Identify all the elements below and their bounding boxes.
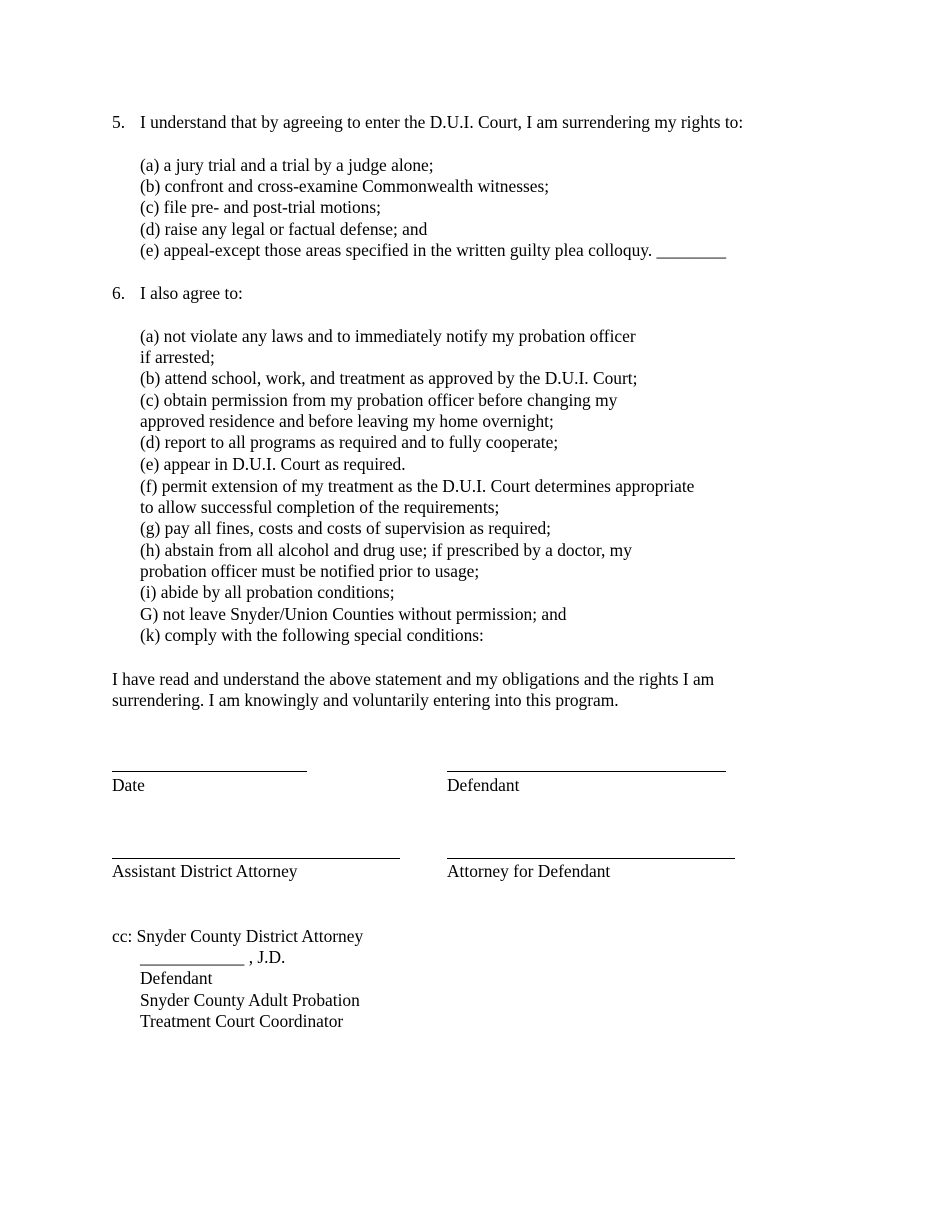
- section-5-item-b: (b) confront and cross-examine Commonwealth witnesses;: [140, 176, 550, 196]
- section-6-line: (f) permit extension of my treatment as the D.U.I. Court determines appropriate: [140, 476, 695, 496]
- attorney-signature-line[interactable]: [447, 858, 735, 859]
- cc-district-attorney: cc: Snyder County District Attorney: [112, 926, 364, 946]
- section-6-line: (a) not violate any laws and to immediately notify my probation officer: [140, 326, 636, 346]
- cc-adult-probation: Snyder County Adult Probation: [140, 990, 360, 1010]
- ada-signature-line[interactable]: [112, 858, 400, 859]
- section-6-line: G) not leave Snyder/Union Counties without permission; and: [140, 604, 567, 624]
- section-6-line: approved residence and before leaving my home overnight;: [140, 411, 554, 431]
- section-5-item-a: (a) a jury trial and a trial by a judge alone;: [140, 155, 434, 175]
- section-6-line: (b) attend school, work, and treatment as approved by the D.U.I. Court;: [140, 368, 638, 388]
- defendant-signature-line[interactable]: [447, 771, 726, 772]
- cc-defendant: Defendant: [140, 968, 213, 988]
- section-6-heading: I also agree to:: [140, 283, 243, 303]
- date-label: Date: [112, 775, 145, 795]
- section-6-line: to allow successful completion of the requirements;: [140, 497, 500, 517]
- section-5-heading: I understand that by agreeing to enter the D.U.I. Court, I am surrendering my rights to:: [140, 112, 744, 132]
- section-5-item-d: (d) raise any legal or factual defense; and: [140, 219, 428, 239]
- ada-label: Assistant District Attorney: [112, 861, 298, 881]
- section-5-number: 5.: [112, 112, 126, 132]
- section-5-item-c: (c) file pre- and post-trial motions;: [140, 197, 381, 217]
- section-5-item-e: (e) appeal-except those areas specified in the written guilty plea colloquy. ________: [140, 240, 727, 260]
- section-6-line: probation officer must be notified prior to usage;: [140, 561, 480, 581]
- date-signature-line[interactable]: [112, 771, 307, 772]
- section-6-line: (h) abstain from all alcohol and drug use; if prescribed by a doctor, my: [140, 540, 632, 560]
- statement-line: I have read and understand the above statement and my obligations and the rights I am: [112, 669, 715, 689]
- cc-judge: ____________ , J.D.: [140, 947, 286, 967]
- section-6-line: (d) report to all programs as required and to fully cooperate;: [140, 432, 559, 452]
- section-6-line: (g) pay all fines, costs and costs of supervision as required;: [140, 518, 551, 538]
- section-6-number: 6.: [112, 283, 126, 303]
- defendant-label: Defendant: [447, 775, 520, 795]
- section-6-line: (k) comply with the following special conditions:: [140, 625, 484, 645]
- statement-line: surrendering. I am knowingly and voluntarily entering into this program.: [112, 690, 619, 710]
- attorney-label: Attorney for Defendant: [447, 861, 611, 881]
- section-6-line: (i) abide by all probation conditions;: [140, 582, 395, 602]
- cc-treatment-court-coordinator: Treatment Court Coordinator: [140, 1011, 344, 1031]
- section-6-line: (c) obtain permission from my probation officer before changing my: [140, 390, 618, 410]
- section-6-line: if arrested;: [140, 347, 215, 367]
- section-6-line: (e) appear in D.U.I. Court as required.: [140, 454, 406, 474]
